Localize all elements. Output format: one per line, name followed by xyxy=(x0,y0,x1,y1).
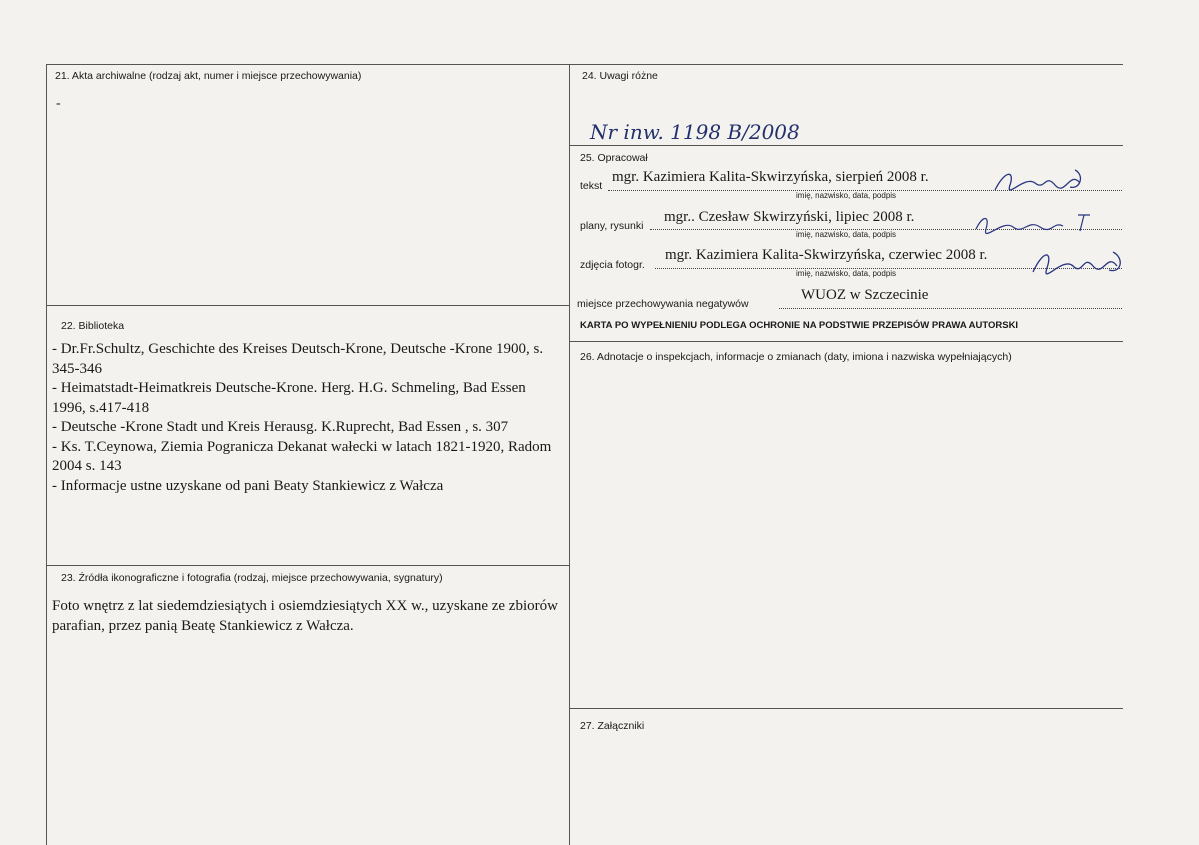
negatives-label: miejsce przechowywania negatywów xyxy=(577,298,749,310)
section-23-divider xyxy=(46,565,569,566)
left-border xyxy=(46,64,47,845)
author-text-label: tekst xyxy=(580,180,603,192)
inventory-number-handwritten: Nr inw. 1198 B/2008 xyxy=(590,120,800,144)
author-text-value: mgr. Kazimiera Kalita-Skwirzyńska, sierpień 2008 r. xyxy=(612,169,929,185)
bibliography-entry: - Ks. T.Ceynowa, Ziemia Pogranicza Dekanat wałecki w latach 1821-1920, Radom 2004 s. 143 xyxy=(52,438,552,474)
section-26-divider xyxy=(569,341,1123,342)
center-divider xyxy=(569,64,570,845)
section-26-label: 26. Adnotacje o inspekcjach, informacje o zmianach (daty, imiona i nazwiska wypełniających) xyxy=(580,351,1012,363)
bibliography-entry: - Heimatstadt-Heimatkreis Deutsche-Krone. Herg. H.G. Schmeling, Bad Essen 1996, s.417-418 xyxy=(52,380,526,416)
author-plans-label: plany, rysunki xyxy=(580,220,644,232)
author-plans-hint: imię, nazwisko, data, podpis xyxy=(796,230,897,239)
section-21-label: 21. Akta archiwalne (rodzaj akt, numer i miejsce przechowywania) xyxy=(55,70,362,82)
author-photos-hint: imię, nazwisko, data, podpis xyxy=(796,269,897,278)
signature-text xyxy=(985,165,1095,195)
bibliography-entry: - Deutsche -Krone Stadt und Kreis Herausg. K.Ruprecht, Bad Essen , s. 307 xyxy=(52,419,509,435)
section-23-value: Foto wnętrz z lat siedemdziesiątych i osiemdziesiątych XX w., uzyskane ze zbiorów parafian, przez panią Beatę Stankiewicz z Wałcza. xyxy=(52,598,558,634)
section-21-value: - xyxy=(56,96,61,111)
author-plans-value: mgr.. Czesław Skwirzyński, lipiec 2008 r. xyxy=(664,209,915,225)
bibliography-entry: - Dr.Fr.Schultz, Geschichte des Kreises Deutsch-Krone, Deutsche -Krone 1900, s. 345-346 xyxy=(52,341,544,377)
author-text-hint: imię, nazwisko, data, podpis xyxy=(796,191,897,200)
top-border xyxy=(46,64,1123,65)
signature-photos xyxy=(1025,246,1130,278)
section-23-label: 23. Źródła ikonograficzne i fotografia (rodzaj, miejsce przechowywania, sygnatury) xyxy=(61,572,443,584)
author-photos-label: zdjęcia fotogr. xyxy=(580,259,645,271)
section-22-label: 22. Biblioteka xyxy=(61,320,125,332)
copyright-notice: KARTA PO WYPEŁNIENIU PODLEGA OCHRONIE NA PODSTWIE PRZEPISÓW PRAWA AUTORSKI xyxy=(580,320,1019,331)
negatives-line xyxy=(779,308,1122,309)
section-25-divider xyxy=(569,145,1123,146)
section-25-label: 25. Opracował xyxy=(580,152,648,164)
signature-plans xyxy=(968,207,1098,237)
section-22-divider xyxy=(46,305,569,306)
section-27-label: 27. Załączniki xyxy=(580,720,645,732)
section-27-divider xyxy=(569,708,1123,709)
negatives-value: WUOZ w Szczecinie xyxy=(801,287,929,303)
bibliography-entry: - Informacje ustne uzyskane od pani Beaty Stankiewicz z Wałcza xyxy=(52,477,444,494)
author-photos-value: mgr. Kazimiera Kalita-Skwirzyńska, czerwiec 2008 r. xyxy=(665,247,988,263)
bibliography-list xyxy=(52,340,562,496)
section-24-label: 24. Uwagi różne xyxy=(582,70,658,82)
